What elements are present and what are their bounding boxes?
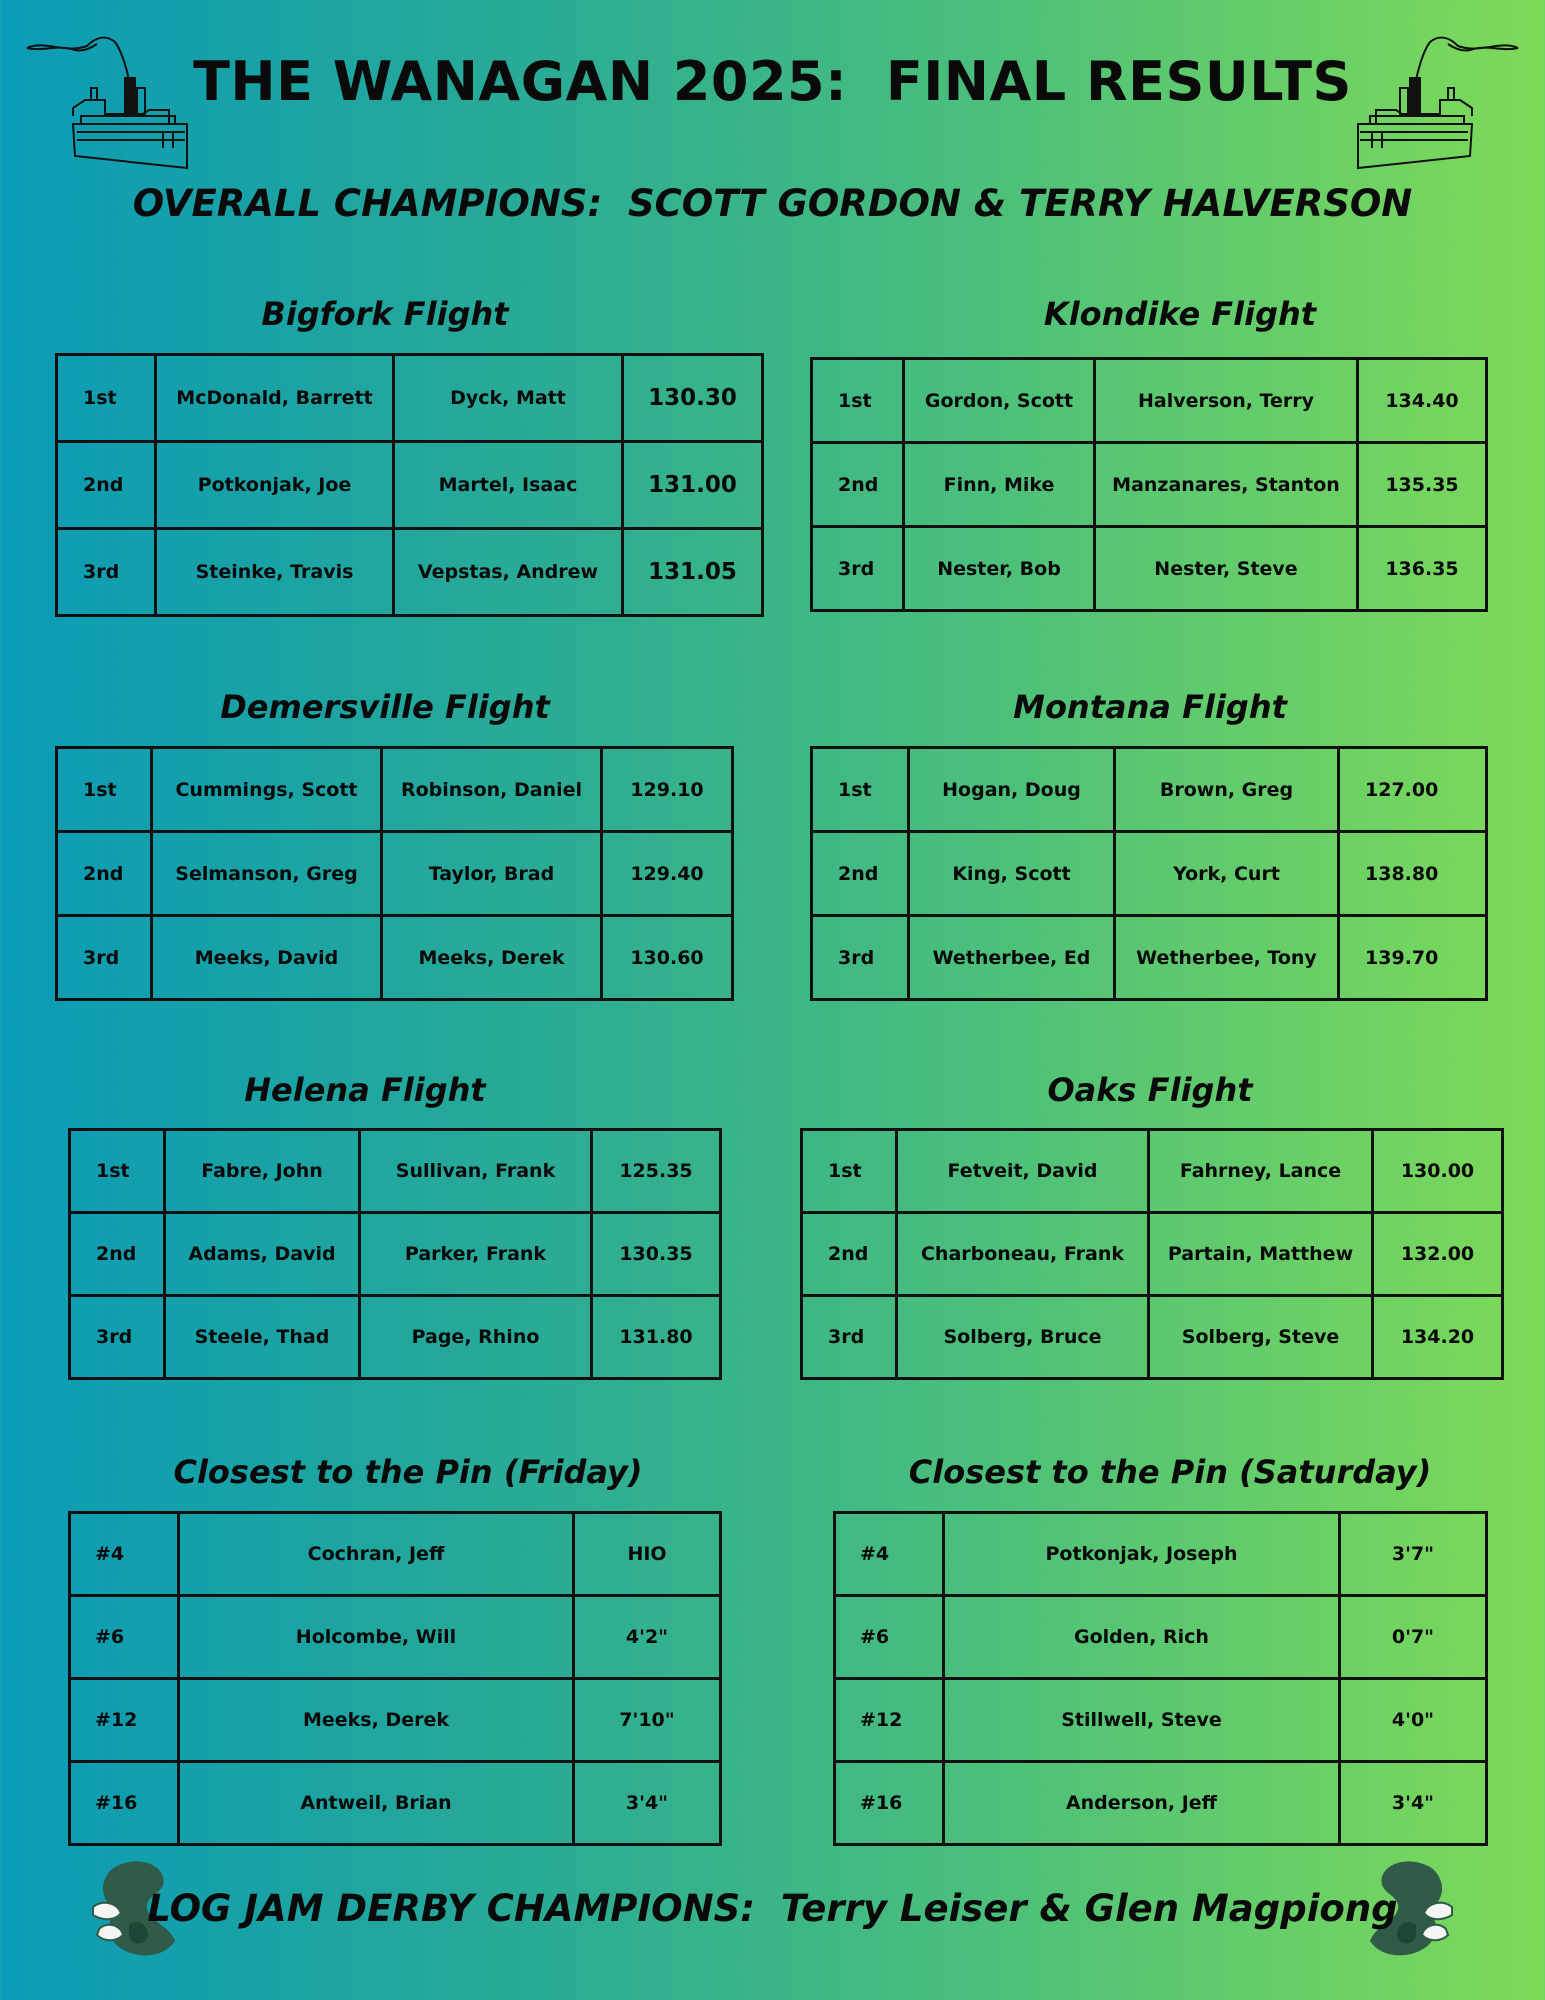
table-row — [57, 748, 733, 832]
place-cell: 2nd — [812, 443, 904, 527]
overall-champions: OVERALL CHAMPIONS: SCOTT GORDON & TERRY HALVERSON — [132, 182, 1413, 225]
player-cell: Potkonjak, Joseph — [944, 1513, 1340, 1596]
player-cell: Sullivan, Frank — [360, 1130, 592, 1213]
place-cell: 1st — [802, 1130, 897, 1213]
player-cell: Adams, David — [165, 1213, 360, 1296]
hole-cell: #4 — [70, 1513, 179, 1596]
score-cell: 136.35 — [1358, 527, 1487, 611]
player-cell: York, Curt — [1115, 832, 1339, 916]
player-cell: Page, Rhino — [360, 1296, 592, 1379]
player-cell: Manzanares, Stanton — [1095, 443, 1358, 527]
table-row — [57, 355, 763, 442]
hole-cell: #6 — [70, 1596, 179, 1679]
player-cell: Meeks, David — [152, 916, 382, 1000]
score-cell: 134.20 — [1373, 1296, 1503, 1379]
table-row — [812, 359, 1487, 443]
place-cell: 1st — [57, 748, 152, 832]
player-cell: Holcombe, Will — [179, 1596, 574, 1679]
player-cell: Gordon, Scott — [904, 359, 1095, 443]
player-cell: Martel, Isaac — [394, 442, 623, 529]
score-cell: 134.40 — [1358, 359, 1487, 443]
score-cell: 129.40 — [602, 832, 733, 916]
score-cell: 135.35 — [1358, 443, 1487, 527]
distance-cell: 0'7" — [1340, 1596, 1487, 1679]
player-cell: Anderson, Jeff — [944, 1762, 1340, 1845]
player-cell: Fahrney, Lance — [1149, 1130, 1373, 1213]
place-cell: 2nd — [812, 832, 909, 916]
score-cell: 131.80 — [592, 1296, 721, 1379]
bigfork-flight-title: Bigfork Flight — [261, 295, 509, 333]
klondike-flight-table — [810, 357, 1488, 612]
table-row — [812, 832, 1487, 916]
player-cell: Potkonjak, Joe — [156, 442, 394, 529]
place-cell: 3rd — [57, 529, 156, 616]
score-cell: 130.60 — [602, 916, 733, 1000]
distance-cell: 7'10" — [574, 1679, 721, 1762]
table-row — [70, 1296, 721, 1379]
player-cell: Cochran, Jeff — [179, 1513, 574, 1596]
table-row — [57, 442, 763, 529]
distance-cell: HIO — [574, 1513, 721, 1596]
place-cell: 3rd — [812, 916, 909, 1000]
hole-cell: #16 — [70, 1762, 179, 1845]
demersville-flight-title: Demersville Flight — [220, 688, 550, 726]
player-cell: Nester, Steve — [1095, 527, 1358, 611]
player-cell: Halverson, Terry — [1095, 359, 1358, 443]
player-cell: Charboneau, Frank — [897, 1213, 1149, 1296]
player-cell: Partain, Matthew — [1149, 1213, 1373, 1296]
score-cell: 125.35 — [592, 1130, 721, 1213]
score-cell: 130.30 — [623, 355, 763, 442]
player-cell: McDonald, Barrett — [156, 355, 394, 442]
score-cell: 131.00 — [623, 442, 763, 529]
place-cell: 1st — [812, 748, 909, 832]
table-row — [70, 1513, 721, 1596]
score-cell: 138.80 — [1339, 832, 1487, 916]
score-cell: 132.00 — [1373, 1213, 1503, 1296]
table-row — [812, 916, 1487, 1000]
oaks-flight-title: Oaks Flight — [1047, 1071, 1253, 1109]
table-row — [812, 527, 1487, 611]
table-row — [802, 1130, 1503, 1213]
hole-cell: #16 — [835, 1762, 944, 1845]
player-cell: Fetveit, David — [897, 1130, 1149, 1213]
oaks-flight-table — [800, 1128, 1504, 1380]
player-cell: Meeks, Derek — [179, 1679, 574, 1762]
place-cell: 3rd — [812, 527, 904, 611]
table-row — [812, 748, 1487, 832]
table-row — [812, 443, 1487, 527]
table-row — [70, 1762, 721, 1845]
player-cell: Stillwell, Steve — [944, 1679, 1340, 1762]
table-row — [802, 1213, 1503, 1296]
table-row — [835, 1762, 1487, 1845]
page-title: THE WANAGAN 2025: FINAL RESULTS — [193, 50, 1352, 113]
pin-saturday-title: Closest to the Pin (Saturday) — [908, 1453, 1432, 1491]
table-row — [835, 1679, 1487, 1762]
score-cell: 130.00 — [1373, 1130, 1503, 1213]
player-cell: Vepstas, Andrew — [394, 529, 623, 616]
player-cell: Fabre, John — [165, 1130, 360, 1213]
player-cell: Wetherbee, Ed — [909, 916, 1115, 1000]
montana-flight-title: Montana Flight — [1013, 688, 1287, 726]
distance-cell: 3'4" — [574, 1762, 721, 1845]
player-cell: Antweil, Brian — [179, 1762, 574, 1845]
place-cell: 3rd — [57, 916, 152, 1000]
score-cell: 127.00 — [1339, 748, 1487, 832]
player-cell: Finn, Mike — [904, 443, 1095, 527]
place-cell: 1st — [70, 1130, 165, 1213]
player-cell: King, Scott — [909, 832, 1115, 916]
score-cell: 129.10 — [602, 748, 733, 832]
place-cell: 2nd — [57, 442, 156, 529]
log-jam-derby-champions: LOG JAM DERBY CHAMPIONS: Terry Leiser & Glen Magpiong — [147, 1887, 1398, 1930]
place-cell: 1st — [812, 359, 904, 443]
place-cell: 2nd — [802, 1213, 897, 1296]
player-cell: Brown, Greg — [1115, 748, 1339, 832]
helena-flight-table — [68, 1128, 722, 1380]
player-cell: Steinke, Travis — [156, 529, 394, 616]
player-cell: Nester, Bob — [904, 527, 1095, 611]
place-cell: 2nd — [57, 832, 152, 916]
player-cell: Taylor, Brad — [382, 832, 602, 916]
player-cell: Golden, Rich — [944, 1596, 1340, 1679]
helena-flight-title: Helena Flight — [244, 1071, 486, 1109]
table-row — [57, 529, 763, 616]
hole-cell: #4 — [835, 1513, 944, 1596]
place-cell: 3rd — [802, 1296, 897, 1379]
table-row — [70, 1213, 721, 1296]
distance-cell: 4'0" — [1340, 1679, 1487, 1762]
montana-flight-table — [810, 746, 1488, 1001]
player-cell: Solberg, Bruce — [897, 1296, 1149, 1379]
player-cell: Solberg, Steve — [1149, 1296, 1373, 1379]
table-row — [802, 1296, 1503, 1379]
klondike-flight-title: Klondike Flight — [1043, 295, 1317, 333]
player-cell: Steele, Thad — [165, 1296, 360, 1379]
pin-friday-title: Closest to the Pin (Friday) — [173, 1453, 643, 1491]
player-cell: Hogan, Doug — [909, 748, 1115, 832]
player-cell: Meeks, Derek — [382, 916, 602, 1000]
table-row — [70, 1130, 721, 1213]
player-cell: Robinson, Daniel — [382, 748, 602, 832]
hole-cell: #12 — [835, 1679, 944, 1762]
hole-cell: #6 — [835, 1596, 944, 1679]
pin-saturday-table — [833, 1511, 1488, 1846]
table-row — [70, 1596, 721, 1679]
player-cell: Dyck, Matt — [394, 355, 623, 442]
demersville-flight-table — [55, 746, 734, 1001]
player-cell: Cummings, Scott — [152, 748, 382, 832]
distance-cell: 3'4" — [1340, 1762, 1487, 1845]
table-row — [70, 1679, 721, 1762]
place-cell: 2nd — [70, 1213, 165, 1296]
place-cell: 3rd — [70, 1296, 165, 1379]
player-cell: Parker, Frank — [360, 1213, 592, 1296]
score-cell: 130.35 — [592, 1213, 721, 1296]
table-row — [835, 1513, 1487, 1596]
distance-cell: 3'7" — [1340, 1513, 1487, 1596]
bigfork-flight-table — [55, 353, 764, 617]
player-cell: Wetherbee, Tony — [1115, 916, 1339, 1000]
score-cell: 131.05 — [623, 529, 763, 616]
hole-cell: #12 — [70, 1679, 179, 1762]
table-row — [57, 916, 733, 1000]
distance-cell: 4'2" — [574, 1596, 721, 1679]
pin-friday-table — [68, 1511, 722, 1846]
player-cell: Selmanson, Greg — [152, 832, 382, 916]
table-row — [57, 832, 733, 916]
score-cell: 139.70 — [1339, 916, 1487, 1000]
place-cell: 1st — [57, 355, 156, 442]
table-row — [835, 1596, 1487, 1679]
